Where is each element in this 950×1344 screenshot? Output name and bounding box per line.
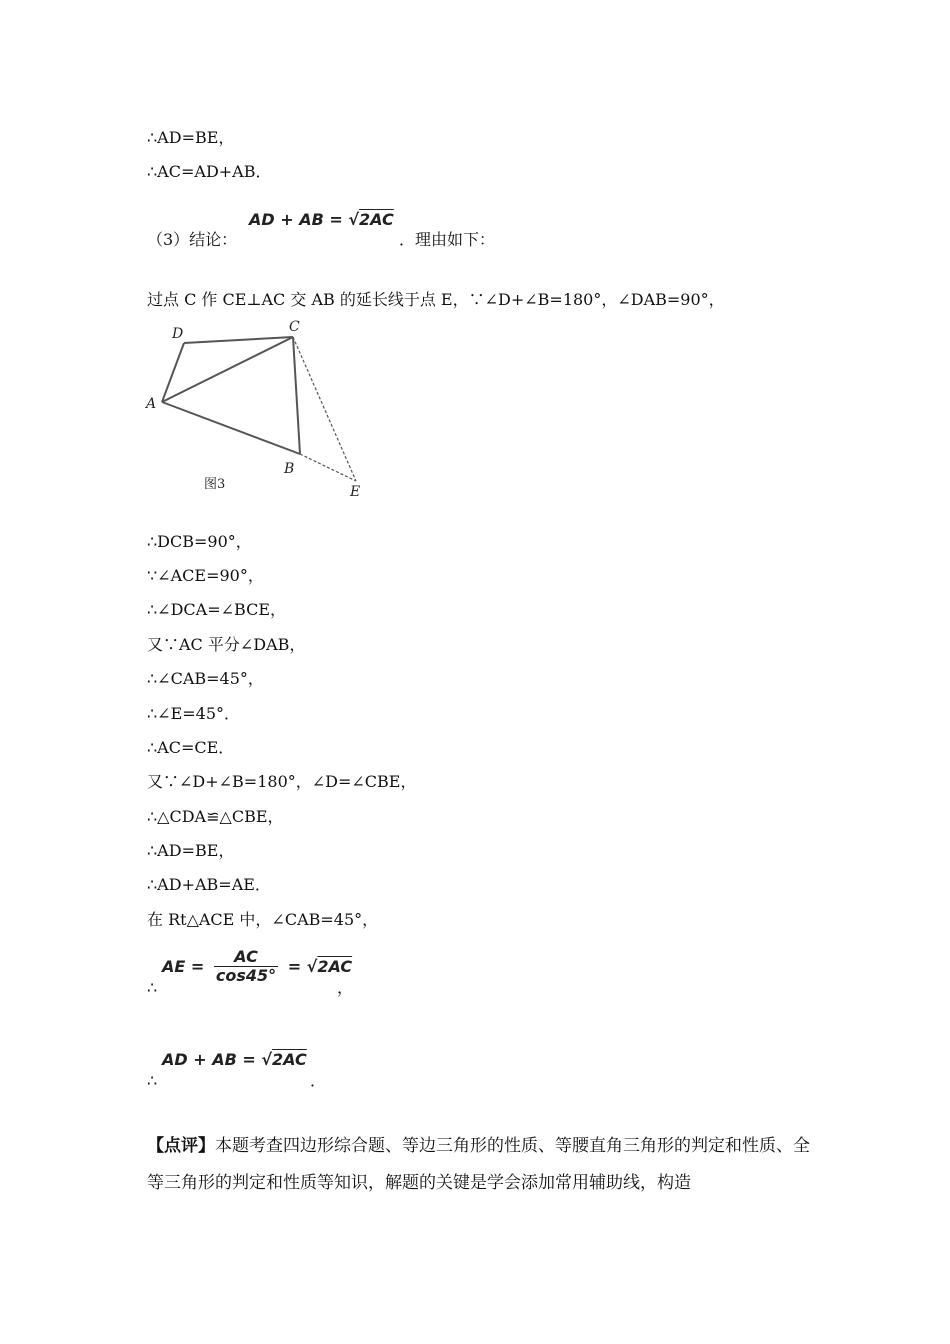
proof-line-7: ∴AC=CE． — [147, 738, 235, 757]
ae-formula-rhs: 2AC — [317, 957, 353, 976]
comment-text: 本题考查四边形综合题、等边三角形的性质、等腰直角三角形的判定和性质、全等三角形的判定和性质等知识，解题的关键是学会添加常用辅助线，构造 — [147, 1136, 810, 1193]
fraction-denominator: cos45° — [215, 966, 277, 985]
final-formula-rhs: 2AC — [272, 1050, 307, 1069]
segment-BE-dashed — [300, 454, 356, 481]
label-D: D — [172, 326, 184, 342]
part3-formula-rhs: 2AC — [359, 210, 394, 229]
segment-CB — [293, 337, 300, 454]
proof-line-6: ∴∠E=45°． — [147, 704, 241, 723]
figure-3 — [140, 318, 380, 503]
comment-tag: 【点评】 — [147, 1136, 215, 1156]
ae-formula-fraction — [214, 948, 278, 985]
fraction-numerator: AC — [214, 948, 278, 967]
label-E: E — [350, 484, 361, 500]
proof-line-12: 在 Rt△ACE 中，∠CAB=45°， — [147, 910, 379, 929]
proof-line-10: ∴AD=BE， — [147, 841, 235, 860]
segment-CE-dashed — [293, 337, 356, 481]
segment-AB — [162, 402, 300, 454]
figure-caption: 图3 — [204, 477, 226, 492]
text-line-ac-sum: ∴AC=AD+AB． — [147, 162, 272, 181]
proof-line-2: ∵∠ACE=90°， — [147, 566, 264, 585]
final-period: ． — [310, 1071, 327, 1090]
part3-formula-lhs: AD + AB = — [249, 210, 349, 229]
label-A: A — [146, 396, 157, 412]
sqrt-symbol: √ — [306, 957, 318, 976]
ae-formula-eq: = — [282, 957, 307, 976]
ae-comma: ， — [337, 978, 354, 997]
ae-formula — [162, 948, 352, 985]
proof-line-11: ∴AD+AB=AE． — [147, 875, 271, 894]
proof-line-1: ∴DCB=90°， — [147, 532, 252, 551]
sqrt-symbol: √ — [348, 210, 360, 229]
final-formula-lhs: AD + AB = — [162, 1050, 262, 1069]
ae-formula-lhs: AE = — [162, 957, 210, 976]
proof-line-8: 又∵∠D+∠B=180°，∠D=∠CBE， — [147, 772, 417, 791]
comment-paragraph — [147, 1128, 817, 1202]
proof-line-4: 又∵AC 平分∠DAB， — [147, 635, 306, 654]
label-B: B — [284, 461, 295, 477]
proof-line-3: ∴∠DCA=∠BCE， — [147, 600, 287, 619]
final-formula — [162, 1050, 307, 1069]
label-C: C — [289, 319, 300, 335]
part3-prefix: （3）结论： — [147, 230, 238, 249]
part3-suffix: ．理由如下： — [399, 230, 496, 249]
part3-formula — [249, 210, 394, 229]
proof-line-5: ∴∠CAB=45°， — [147, 669, 264, 688]
text-line-ad-be: ∴AD=BE， — [147, 128, 235, 147]
segment-DC — [184, 337, 293, 343]
proof-line-9: ∴△CDA≌△CBE， — [147, 807, 284, 826]
sqrt-symbol: √ — [261, 1050, 273, 1069]
final-therefore: ∴ — [147, 1071, 158, 1090]
construction-text: 过点 C 作 CE⊥AC 交 AB 的延长线于点 E，∵∠D+∠B=180°，∠DAB=90°， — [147, 290, 725, 309]
ae-therefore: ∴ — [147, 978, 158, 997]
